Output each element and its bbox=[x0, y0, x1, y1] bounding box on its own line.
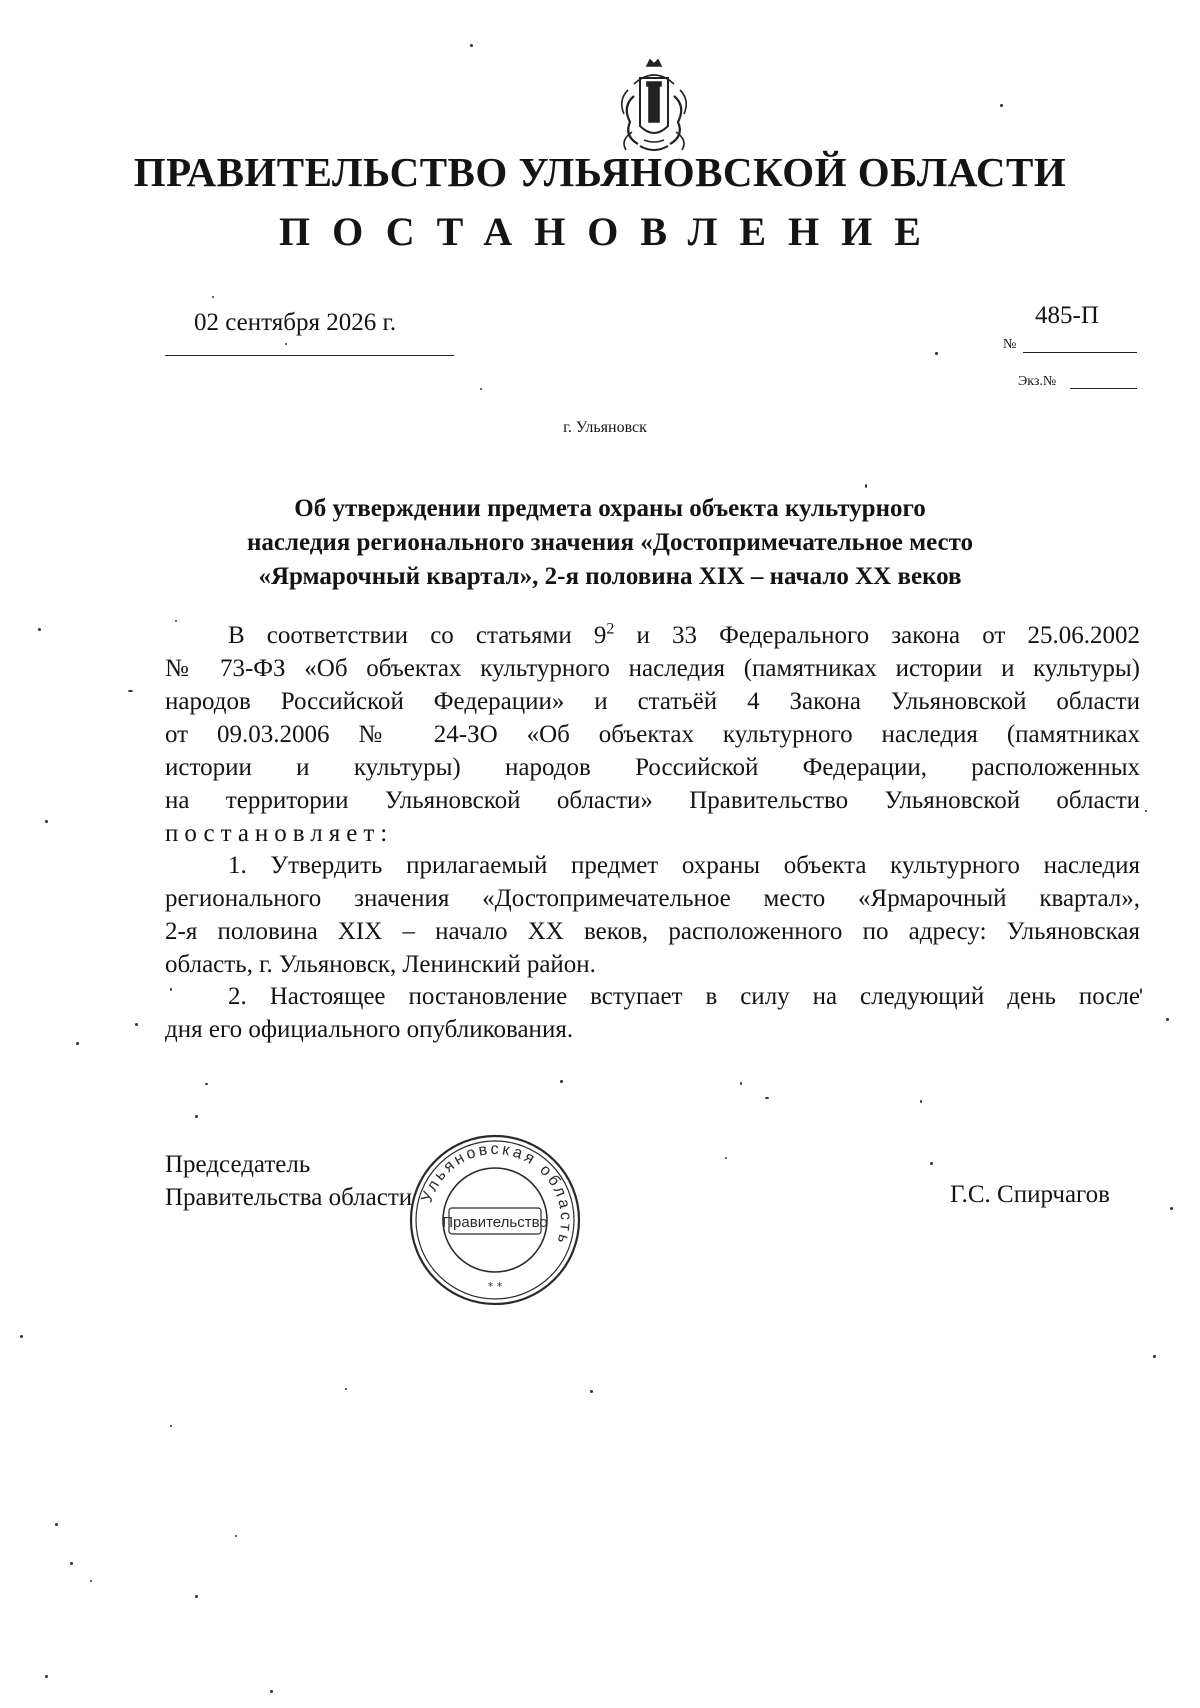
document-date: 02 сентября 2026 г. bbox=[194, 309, 397, 336]
item-1-line: область, г. Ульяновск, Ленинский район. bbox=[165, 951, 596, 978]
item-1-line: 1. Утвердить прилагаемый предмет охраны объекта культурного наследия bbox=[228, 852, 1140, 879]
number-underline bbox=[1023, 352, 1137, 353]
item-2-paragraph bbox=[165, 980, 1140, 1046]
city-label: г. Ульяновск bbox=[563, 419, 647, 436]
document-subject-heading bbox=[200, 492, 1020, 594]
preamble-line: от 09.03.2006 № 24-ЗО «Об объектах культурного наследия (памятниках bbox=[165, 721, 1140, 748]
preamble-paragraph bbox=[165, 619, 1140, 850]
number-sign-label: № bbox=[1003, 337, 1017, 352]
preamble-line: № 73-ФЗ «Об объектах культурного наследия (памятниках истории и культуры) bbox=[165, 655, 1140, 682]
signer-position-line: Правительства области bbox=[165, 1184, 413, 1211]
preamble-line: истории и культуры) народов Российской Федерации, расположенных bbox=[165, 754, 1140, 781]
organization-title: ПРАВИТЕЛЬСТВО УЛЬЯНОВСКОЙ ОБЛАСТИ bbox=[133, 149, 1067, 195]
preamble-line: на территории Ульяновской области» Правительство Ульяновской области bbox=[165, 787, 1140, 814]
preamble-line: В соответствии со статьями $9^2$ и 33 Федерального закона от 25.06.2002 bbox=[228, 620, 1140, 649]
item-1-paragraph bbox=[165, 849, 1140, 981]
subject-line: «Ярмарочный квартал», 2-я половина XIX – начало XX веков bbox=[258, 563, 962, 590]
subject-line: Об утверждении предмета охраны объекта культурного bbox=[294, 495, 926, 522]
superscript: 2 bbox=[606, 620, 615, 638]
item-1-line: 2-я половина XIX – начало XX веков, расположенного по адресу: Ульяновская bbox=[165, 918, 1140, 945]
item-2-line: 2. Настоящее постановление вступает в силу на следующий день после bbox=[228, 983, 1140, 1010]
subject-line: наследия регионального значения «Достопримечательное место bbox=[246, 529, 974, 556]
item-1-line: регионального значения «Достопримечательное место «Ярмарочный квартал», bbox=[165, 885, 1140, 912]
signer-position bbox=[165, 1148, 412, 1214]
item-2-line: дня его официального опубликования. bbox=[165, 1016, 574, 1043]
coat-of-arms-emblem bbox=[604, 56, 704, 156]
svg-text:* *: * * bbox=[487, 1280, 503, 1293]
preamble-line: народов Российской Федерации» и статьёй 4 Закона Ульяновской области bbox=[165, 688, 1140, 715]
signer-name: Г.С. Спирчагов bbox=[950, 1181, 1110, 1208]
copy-number-underline bbox=[1070, 388, 1137, 389]
document-number: 485-П bbox=[1035, 302, 1099, 329]
official-seal-stamp bbox=[405, 1130, 585, 1310]
seal-center-text: Правительство bbox=[442, 1214, 548, 1231]
copy-number-label: Экз.№ bbox=[1018, 374, 1057, 389]
document-kind-title: ПОСТАНОВЛЕНИЕ bbox=[279, 209, 943, 254]
resolves-word: постановляет: bbox=[165, 820, 394, 847]
date-underline bbox=[165, 355, 454, 356]
seal-ring-text: Ульяновская область bbox=[418, 1140, 575, 1248]
signer-position-line: Председатель bbox=[165, 1151, 311, 1178]
